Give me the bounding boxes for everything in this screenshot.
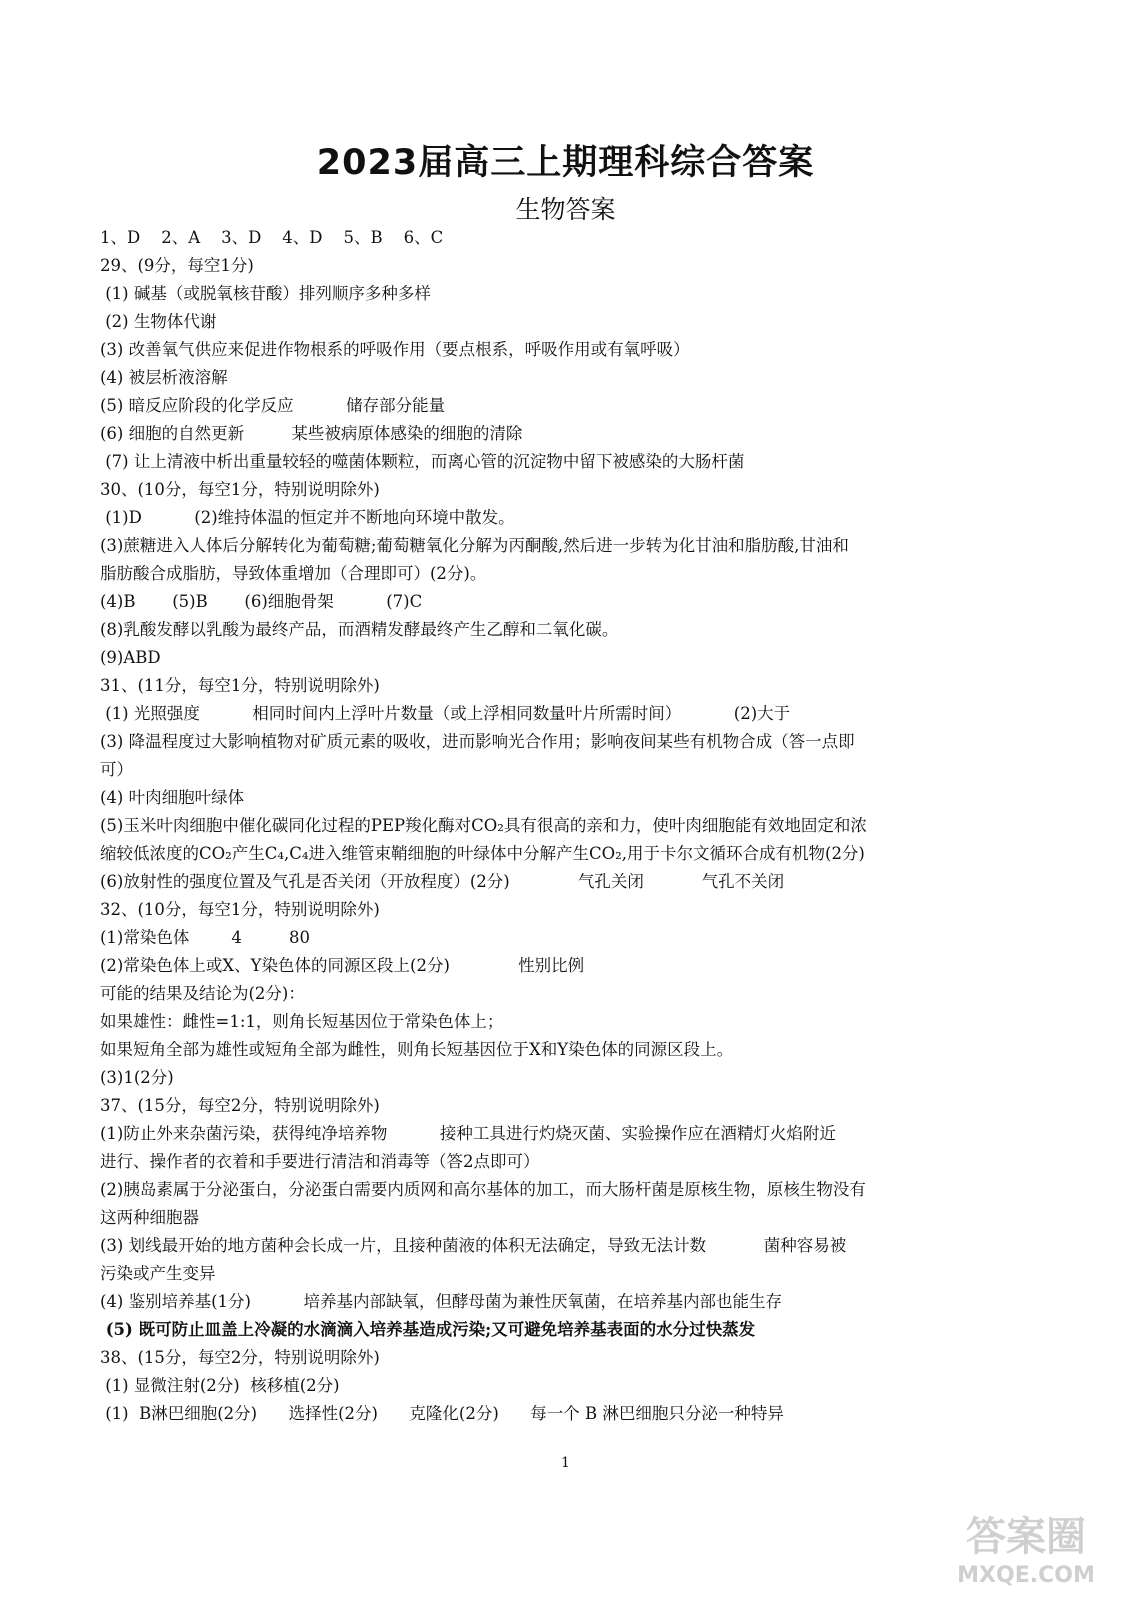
answer-line: 37、(15分，每空2分，特别说明除外)	[100, 1096, 380, 1115]
answer-line: (4) 鉴别培养基(1分) 培养基内部缺氧，但酵母菌为兼性厌氧菌，在培养基内部也能生存	[100, 1292, 782, 1311]
page-subtitle: 生物答案	[515, 195, 616, 224]
answer-line: 这两种细胞器	[100, 1208, 199, 1227]
answer-line: (5)玉米叶肉细胞中催化碳同化过程的PEP羧化酶对CO₂具有很高的亲和力，使叶肉细胞能有效地固定和浓	[100, 816, 867, 835]
answer-line: (2)常染色体上或X、Y染色体的同源区段上(2分) 性别比例	[100, 956, 585, 975]
answer-line: 38、(15分，每空2分，特别说明除外)	[100, 1348, 380, 1367]
answer-line: (3)1(2分)	[100, 1068, 174, 1087]
answer-line: 29、(9分，每空1分)	[100, 256, 254, 275]
answer-line: (1) 显微注射(2分) 核移植(2分)	[100, 1376, 340, 1395]
answer-line: (3)蔗糖进入人体后分解转化为葡萄糖;葡萄糖氧化分解为丙酮酸,然后进一步转为化甘油和脂肪酸,甘油和	[100, 536, 849, 555]
answer-line: (4) 叶肉细胞叶绿体	[100, 788, 245, 807]
answer-line: (1) B淋巴细胞(2分) 选择性(2分) 克隆化(2分) 每一个 B 淋巴细胞只分泌一种特异	[100, 1404, 784, 1423]
answer-line: 如果雄性：雌性=1:1，则角长短基因位于常染色体上；	[100, 1012, 504, 1031]
answer-line: 1、D 2、A 3、D 4、D 5、B 6、C	[100, 228, 444, 247]
answer-line: (4)B (5)B (6)细胞骨架 (7)C	[100, 592, 423, 611]
answer-line: (9)ABD	[100, 648, 161, 667]
answer-content	[100, 224, 1030, 1428]
answer-line: (6)放射性的强度位置及气孔是否关闭（开放程度）(2分) 气孔关闭 气孔不关闭	[100, 872, 785, 891]
answer-line: (1)防止外来杂菌污染，获得纯净培养物 接种工具进行灼烧灭菌、实验操作应在酒精灯火焰附近	[100, 1124, 836, 1143]
answer-line: (3) 划线最开始的地方菌种会长成一片，且接种菌液的体积无法确定，导致无法计数 菌种容易被	[100, 1236, 847, 1255]
answer-line: 30、(10分，每空1分，特别说明除外)	[100, 480, 380, 499]
page-title: 2023届高三上期理科综合答案	[316, 143, 815, 183]
answer-line: 可能的结果及结论为(2分)：	[100, 984, 305, 1003]
answer-line: (1) 碱基（或脱氧核苷酸）排列顺序多种多样	[100, 284, 431, 303]
answer-line: 如果短角全部为雄性或短角全部为雌性，则角长短基因位于X和Y染色体的同源区段上。	[100, 1040, 734, 1059]
answer-line: (5) 暗反应阶段的化学反应 储存部分能量	[100, 396, 446, 415]
watermark-logo	[938, 1502, 1113, 1590]
watermark-top-text: 答案圈	[966, 1514, 1086, 1560]
answer-line: 32、(10分，每空1分，特别说明除外)	[100, 900, 380, 919]
answer-line: 缩较低浓度的CO₂产生C₄,C₄进入维管束鞘细胞的叶绿体中分解产生CO₂,用于卡尔文循环合成有机物(2分)	[100, 844, 865, 863]
answer-line: 可）	[100, 760, 133, 779]
answer-line: (1) 光照强度 相同时间内上浮叶片数量（或上浮相同数量叶片所需时间） (2)大于	[100, 704, 791, 723]
answer-line: 脂肪酸合成脂肪，导致体重增加（合理即可）(2分)。	[100, 564, 487, 583]
answer-line: (2) 生物体代谢	[100, 312, 217, 331]
answer-line: (3) 降温程度过大影响植物对矿质元素的吸收，进而影响光合作用；影响夜间某些有机物合成（答一点即	[100, 732, 855, 751]
answer-line: 31、(11分，每空1分，特别说明除外)	[100, 676, 380, 695]
answer-line: (3) 改善氧气供应来促进作物根系的呼吸作用（要点根系，呼吸作用或有氧呼吸）	[100, 340, 690, 359]
answer-line: (2)胰岛素属于分泌蛋白，分泌蛋白需要内质网和高尔基体的加工，而大肠杆菌是原核生物，原核生物没有	[100, 1180, 866, 1199]
answer-line: (1)常染色体 4 80	[100, 928, 311, 947]
answer-line: (6) 细胞的自然更新 某些被病原体感染的细胞的清除	[100, 424, 523, 443]
page-number: 1	[561, 1455, 570, 1471]
watermark-bottom-text: MXQE.COM	[957, 1563, 1095, 1588]
answer-line: (1)D (2)维持体温的恒定并不断地向环境中散发。	[100, 508, 515, 527]
answer-line: 污染或产生变异	[100, 1264, 216, 1283]
answer-line: 进行、操作者的衣着和手要进行清洁和消毒等（答2点即可）	[100, 1152, 540, 1171]
answer-line: (7) 让上清液中析出重量较轻的噬菌体颗粒，而离心管的沉淀物中留下被感染的大肠杆菌	[100, 452, 745, 471]
answer-line: (8)乳酸发酵以乳酸为最终产品，而酒精发酵最终产生乙醇和二氧化碳。	[100, 620, 619, 639]
answer-line-bold: (5) 既可防止皿盖上冷凝的水滴滴入培养基造成污染;又可避免培养基表面的水分过快蒸发	[100, 1320, 756, 1339]
answer-line: (4) 被层析液溶解	[100, 368, 228, 387]
